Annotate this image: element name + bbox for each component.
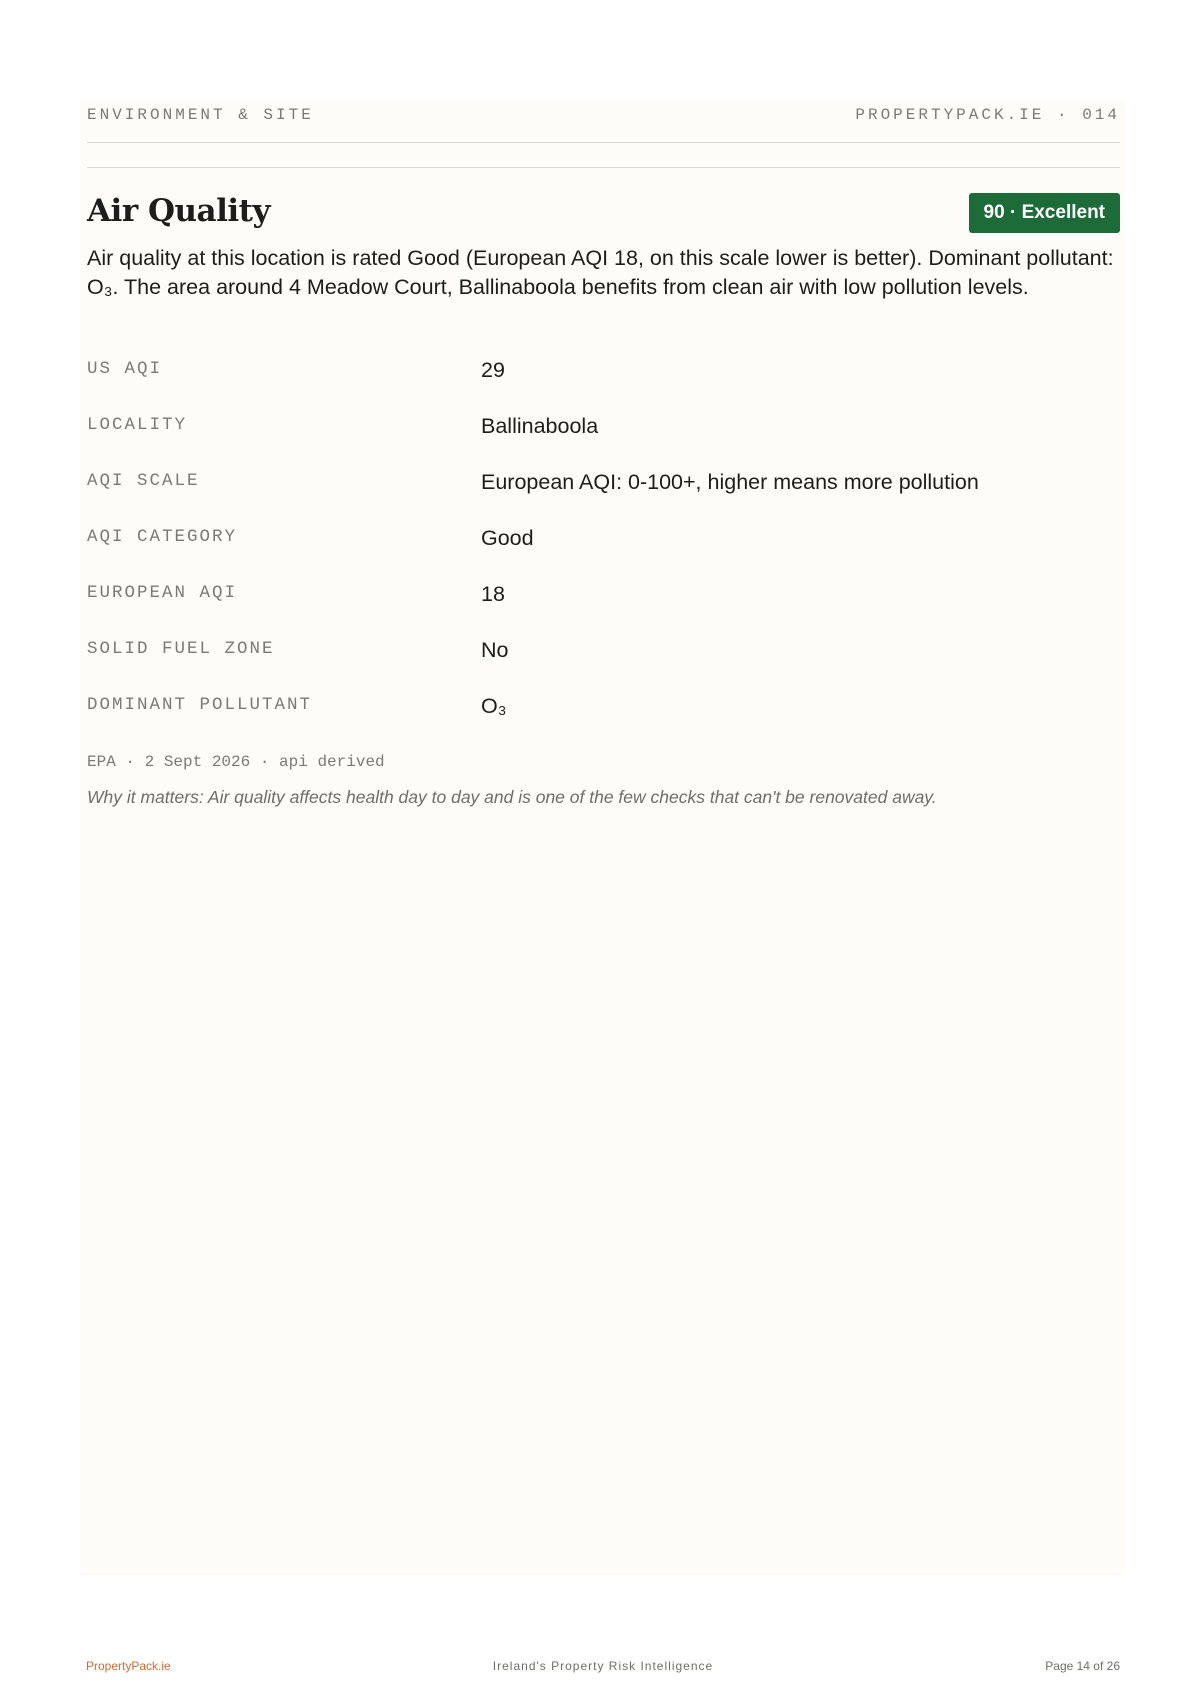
facts-table — [87, 355, 1120, 747]
fact-value: 18 — [481, 582, 505, 606]
why-it-matters-note: Why it matters: Air quality affects health day to day and is one of the few checks that can't be renovated away. — [87, 787, 937, 807]
section-title: Air Quality — [87, 193, 270, 229]
fact-row-dominant-pollutant — [87, 691, 1120, 747]
score-badge: 90 · Excellent — [969, 193, 1120, 233]
fact-label: AQI CATEGORY — [87, 527, 238, 547]
fact-label: LOCALITY — [87, 415, 188, 435]
fact-row-aqi-category — [87, 523, 1120, 579]
page-panel — [80, 100, 1125, 1575]
section-summary: Air quality at this location is rated Good (European AQI 18, on this scale lower is better). Dominant pollutant: O₃. The area around 4 Meadow Court, Ballinaboola benefits from clean air with low pollution levels. — [87, 246, 1114, 299]
data-source-line: EPA · 2 Sept 2026 · api derived — [87, 753, 385, 771]
running-header — [87, 106, 1120, 143]
header-site-reference: PROPERTYPACK.IE · 014 — [855, 106, 1120, 124]
fact-row-european-aqi — [87, 579, 1120, 635]
fact-value: No — [481, 638, 509, 662]
fact-value: European AQI: 0-100+, higher means more pollution — [481, 470, 979, 494]
fact-value: O₃ — [481, 694, 507, 718]
footer-brand: PropertyPack.ie — [86, 1659, 171, 1673]
fact-label: SOLID FUEL ZONE — [87, 639, 275, 659]
fact-value: Ballinaboola — [481, 414, 599, 438]
header-section-label: ENVIRONMENT & SITE — [87, 106, 314, 124]
fact-value: 29 — [481, 358, 505, 382]
fact-row-us-aqi — [87, 355, 1120, 411]
fact-value: Good — [481, 526, 534, 550]
page-footer — [86, 1659, 1120, 1677]
section-divider — [87, 167, 1120, 168]
fact-label: DOMINANT POLLUTANT — [87, 695, 313, 715]
fact-row-solid-fuel-zone — [87, 635, 1120, 691]
fact-label: AQI SCALE — [87, 471, 200, 491]
footer-tagline: Ireland's Property Risk Intelligence — [492, 1659, 714, 1673]
fact-label: EUROPEAN AQI — [87, 583, 238, 603]
fact-row-aqi-scale — [87, 467, 1120, 523]
page-number: Page 14 of 26 — [1045, 1659, 1120, 1673]
fact-row-locality — [87, 411, 1120, 467]
fact-label: US AQI — [87, 359, 163, 379]
